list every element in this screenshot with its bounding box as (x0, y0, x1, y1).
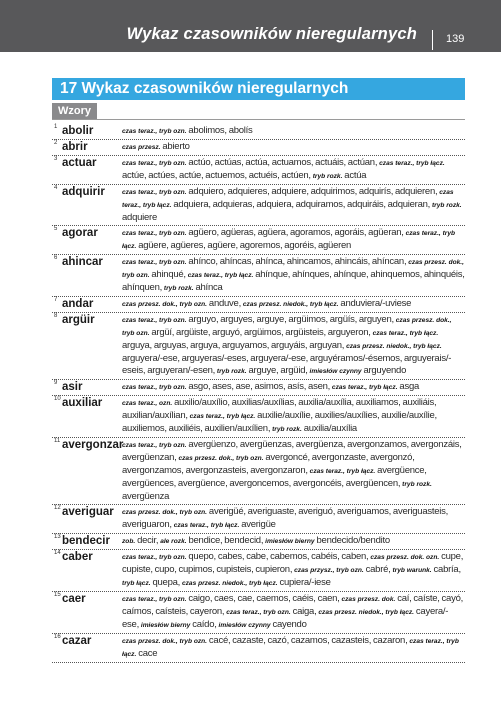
verb-forms: cacé, cazaste, cazó, cazamos, cazasteis, cazaron, (208, 635, 408, 646)
verb-forms: abierto (162, 141, 190, 152)
entry-number: 14 (54, 550, 61, 556)
grammar-label: czas teraz., ozn. (122, 400, 173, 407)
grammar-label: imiesłów bierny (140, 622, 191, 629)
grammar-label: czas teraz., tryb ozn. (122, 128, 187, 135)
verb-forms: actúa (344, 170, 367, 181)
verb-entry (52, 185, 465, 226)
verb-infinitive: actuar (62, 157, 97, 169)
verb-entry (52, 550, 465, 592)
conjugation-text (118, 506, 465, 532)
grammar-label: czas teraz., tryb łącz. (189, 413, 256, 420)
verb-forms: cayendo (272, 619, 307, 630)
entry-number: 3 (54, 156, 58, 162)
verb-infinitive: cazar (62, 635, 92, 647)
verb-forms: avergüenzo, avergüenzas, avergüenza, avergonzamos, avergonzáis, avergüenzan, (122, 439, 462, 463)
grammar-label: czas przysz., tryb ozn. (294, 567, 364, 574)
entry-number: 9 (54, 380, 58, 386)
running-header-title: Wykaz czasowników nieregularnych (126, 25, 417, 43)
grammar-label: tryb rozk. (312, 173, 343, 180)
chapter-title: 17 Wykaz czasowników nieregularnych (60, 80, 349, 97)
verb-forms: actúo, actúas, actúa, actuamos, actuáis, actúan, (188, 157, 378, 168)
verb-entry (52, 505, 465, 534)
verb-infinitive: auxiliar (62, 397, 103, 409)
grammar-label: czas teraz., tryb ozn. (122, 189, 187, 196)
grammar-label: czas przesz. dok., tryb ozn. (122, 259, 464, 279)
verb-infinitive: caber (62, 551, 93, 563)
verb-forms: cupe, cupiste, cupo, cupimos, cupisteis, cupieron, (122, 551, 464, 575)
grammar-label: czas przesz. dok. ozn. (370, 554, 440, 561)
verb-infinitive: caer (62, 593, 86, 605)
grammar-label: czas teraz., tryb łącz. (122, 230, 456, 250)
entry-number: 7 (54, 297, 58, 303)
conjugation-text (118, 635, 465, 661)
conjugation-text (118, 381, 465, 394)
section-divider (52, 119, 465, 120)
grammar-label: czas teraz., tryb łącz. (379, 160, 445, 167)
grammar-label: czas przesz. niedok., tryb łącz. (318, 609, 415, 616)
verb-infinitive: ahincar (62, 256, 103, 268)
verb-infinitive: abolir (62, 125, 94, 137)
entry-number: 1 (54, 124, 58, 130)
verb-forms: arguye, argüid, (248, 365, 308, 376)
grammar-label: tryb warunk. (392, 567, 432, 574)
verb-forms: cace (138, 648, 158, 659)
page-number: 139 (446, 33, 465, 45)
verb-entry (52, 634, 465, 663)
conjugation-text (118, 186, 465, 224)
grammar-label: czas przesz. niedok., tryb łącz. (346, 343, 442, 350)
verb-forms: agüero, agüeras, agüera, agoramos, agoráis, agüeran, (188, 227, 404, 238)
section-label: Wzory (52, 103, 97, 119)
entry-number: 5 (54, 226, 58, 232)
verb-forms: decir, (137, 535, 159, 546)
verb-entry (52, 140, 465, 156)
grammar-label: czas teraz., tryb ozn. (122, 554, 187, 561)
grammar-label: czas przesz. niedok., tryb łącz. (181, 580, 278, 587)
verb-forms: auxilie/auxílie, auxilies/auxílies, auxilie/auxílie, auxiliemos, auxiliéis, auxilien/auxílien, (122, 410, 437, 434)
verb-forms: asga (399, 381, 420, 392)
verb-forms: adquiera, adquieras, adquiera, adquiramos, adquiráis, adquieran, (173, 199, 431, 210)
conjugation-text (118, 593, 465, 632)
verb-forms: caiga, (292, 606, 317, 617)
grammar-label: czas przesz. dok. (341, 596, 396, 603)
verb-forms: quepa, (152, 577, 181, 588)
entry-number: 8 (54, 313, 58, 319)
verb-forms: cabría, (433, 564, 461, 575)
verb-forms: actúe, actúes, actúe, actuemos, actuéis, actúen, (122, 170, 311, 181)
verb-forms: bendecido/bendito (316, 535, 390, 546)
conjugation-text (118, 227, 465, 253)
verb-forms: cabré, (365, 564, 391, 575)
conjugation-text (118, 256, 465, 295)
grammar-label: czas teraz., tryb ozn. (122, 442, 187, 449)
grammar-label: czas teraz., tryb ozn. (122, 160, 187, 167)
header-separator (432, 30, 433, 50)
grammar-label: czas przesz. (122, 144, 161, 151)
conjugation-text (118, 157, 465, 183)
verb-entry (52, 396, 465, 438)
verb-forms: asgo, ases, ase, asimos, asís, asen, (188, 381, 331, 392)
verb-forms: caigo, caes, cae, caemos, caéis, caen, (188, 593, 340, 604)
verb-forms: adquiero, adquieres, adquiere, adquirimos, adquirís, adquieren, (188, 186, 438, 197)
verb-forms: abolimos, abolís (188, 125, 253, 136)
verb-forms: ahínca (195, 282, 223, 293)
entry-number: 12 (54, 505, 61, 511)
verb-forms: auxilio/auxílio, auxilias/auxílias, auxilia/auxília, auxiliamos, auxiliáis, auxilian/auxílian, (122, 397, 437, 421)
grammar-label: tryb rozk. (431, 202, 462, 209)
conjugation-text (118, 551, 465, 590)
grammar-label: czas teraz., tryb ozn. (122, 596, 187, 603)
entry-number: 2 (54, 140, 58, 146)
verb-entry (52, 297, 465, 313)
verb-forms: cupiera/-iese (279, 577, 331, 588)
verb-forms: averigüe (241, 519, 276, 530)
grammar-label: czas przesz. dok., tryb ozn. (178, 455, 264, 462)
verb-forms: ahinqué, (151, 269, 186, 280)
entry-number: 15 (54, 592, 61, 598)
verb-forms: argüí, argüiste, arguyó, argüimos, argüisteis, arguyeron, (151, 327, 371, 338)
verb-infinitive: andar (62, 298, 94, 310)
verb-list (52, 124, 465, 663)
verb-forms: quepo, cabes, cabe, cabemos, cabéis, caben, (188, 551, 369, 562)
grammar-label: tryb rozk. (216, 368, 247, 375)
grammar-label: czas teraz., tryb ozn. (122, 317, 187, 324)
verb-infinitive: bendecir (62, 535, 110, 547)
verb-forms: avergüence, avergüences, avergüence, avergoncemos, avergoncéis, avergüencen, (122, 465, 427, 489)
conjugation-text (118, 141, 465, 154)
verb-infinitive: asir (62, 381, 83, 393)
grammar-label: tryb łącz. (122, 580, 151, 587)
conjugation-text (118, 314, 465, 378)
grammar-label: czas teraz., tryb łącz. (122, 638, 459, 658)
verb-forms: averigüé, averiguaste, averiguó, averiguamos, averiguasteis, averiguaron, (122, 506, 449, 530)
verb-forms: arguyo, arguyes, arguye, argüimos, argüís, arguyen, (188, 314, 394, 325)
verb-forms: arguyera/-ese, arguyeras/-eses, arguyera/-ese, arguyéramos/-ésemos, arguyerais/-eseis, arguyeran/-esen, (122, 353, 452, 376)
entry-number: 6 (54, 255, 58, 261)
verb-entry (52, 380, 465, 396)
grammar-label: czas teraz., tryb łącz. (372, 330, 439, 337)
verb-forms: anduve, (208, 298, 241, 309)
verb-infinitive: abrir (62, 141, 88, 153)
verb-infinitive: avergonzar (62, 439, 124, 451)
grammar-label: czas przesz. dok., tryb ozn. (122, 509, 208, 516)
chapter-heading-bar (52, 78, 465, 100)
grammar-label: tryb rozk. (402, 481, 432, 488)
grammar-label: czas teraz., tryb ozn. (122, 384, 187, 391)
grammar-label: czas przesz. dok., tryb ozn. (122, 317, 452, 337)
verb-entry (52, 313, 465, 380)
grammar-label: tryb rozk. (272, 426, 302, 433)
grammar-label: zob. (122, 538, 136, 545)
verb-forms: caído, (192, 619, 217, 630)
grammar-label: czas przesz. dok., tryb ozn. (122, 301, 208, 308)
verb-forms: anduviera/-uviese (340, 298, 412, 309)
verb-forms: avergoncé, avergonzaste, avergonzó, avergonzamos, avergonzasteis, avergonzaron, (122, 452, 415, 476)
verb-entry (52, 592, 465, 634)
verb-infinitive: averiguar (62, 506, 114, 518)
running-header (0, 0, 501, 52)
grammar-label: czas teraz., tryb ozn. (122, 230, 187, 237)
grammar-label: imiesłów czynny (218, 622, 271, 629)
grammar-label: czas teraz., tryb łącz. (173, 522, 240, 529)
grammar-label: czas przesz. niedok., tryb łącz. (242, 301, 339, 308)
grammar-label: czas przesz. dok., tryb ozn. (122, 638, 208, 645)
verb-forms: ahínque, ahínques, ahínque, ahinquemos, ahinquéis, ahínquen, (122, 269, 465, 293)
entry-number: 16 (54, 634, 61, 640)
entry-number: 11 (54, 438, 61, 444)
entry-number: 10 (54, 396, 61, 402)
verb-infinitive: argüir (62, 314, 95, 326)
verb-forms: auxilia/auxília (303, 423, 357, 434)
grammar-label: czas teraz., tryb łącz. (331, 384, 398, 391)
grammar-label: czas teraz., tryb ozn. (226, 609, 291, 616)
grammar-label: imiesłów czynny (309, 368, 362, 375)
verb-forms: caí, caíste, cayó, caímos, caísteis, cayeron, (122, 593, 464, 617)
verb-infinitive: agorar (62, 227, 98, 239)
grammar-label: czas teraz., tryb łącz. (187, 272, 254, 279)
verb-forms: avergüenza (122, 491, 170, 502)
grammar-label: imiesłów bierny (265, 538, 315, 545)
verb-entry (52, 255, 465, 297)
conjugation-text (118, 298, 465, 311)
verb-forms: arguyendo (363, 365, 407, 376)
verb-forms: ahínco, ahíncas, ahínca, ahincamos, ahincáis, ahíncan, (188, 256, 407, 267)
conjugation-text (118, 439, 465, 503)
conjugation-text (118, 125, 465, 138)
conjugation-text (118, 535, 465, 548)
verb-entry (52, 226, 465, 255)
verb-forms: cayera/-ese, (122, 606, 449, 630)
grammar-label: czas teraz., tryb łącz. (122, 189, 454, 209)
verb-forms: adquiere (122, 212, 157, 223)
verb-entry (52, 534, 465, 550)
verb-infinitive: adquirir (62, 186, 105, 198)
verb-entry (52, 438, 465, 505)
verb-forms: arguya, arguyas, arguya, arguyamos, arguyáis, arguyan, (122, 340, 345, 351)
grammar-label: czas teraz., tryb łącz. (309, 468, 376, 475)
verb-forms: agüere, agüeres, agüere, agoremos, agoréis, agüeren (138, 240, 352, 251)
grammar-label: tryb rozk. (163, 285, 194, 292)
grammar-label: czas teraz., tryb ozn. (122, 259, 187, 266)
entry-number: 13 (54, 534, 61, 540)
conjugation-text (118, 397, 465, 436)
verb-entry (52, 156, 465, 185)
entry-number: 4 (54, 185, 58, 191)
grammar-label: ale rozk. (160, 538, 187, 545)
verb-forms: bendice, bendecid, (188, 535, 264, 546)
verb-entry (52, 124, 465, 140)
